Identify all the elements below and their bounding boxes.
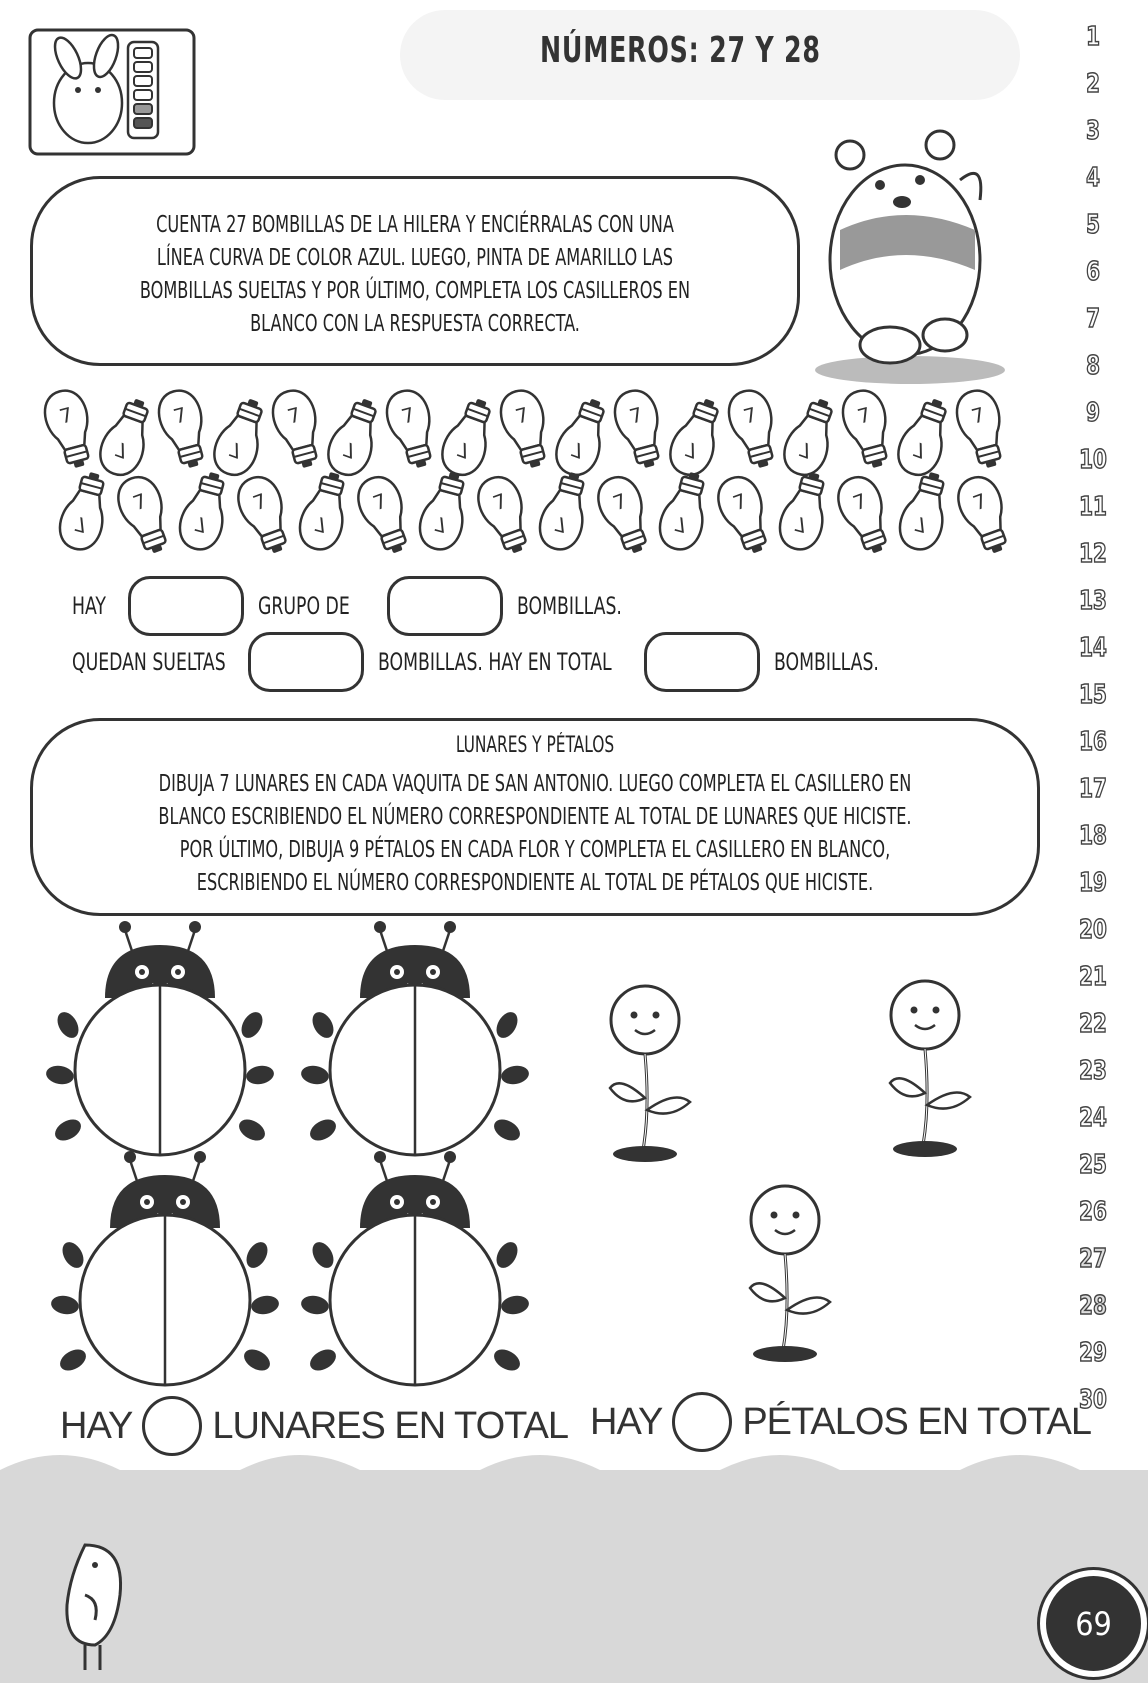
light-bulb-icon bbox=[778, 393, 843, 480]
bulb-digit: 7 bbox=[969, 488, 990, 516]
strip-number: 22 bbox=[1079, 1009, 1107, 1039]
label-hay-en-total: BOMBILLAS. HAY EN TOTAL bbox=[378, 648, 612, 676]
light-bulb-icon bbox=[175, 468, 235, 554]
bulb-digit: 7 bbox=[453, 436, 474, 464]
light-bulb-icon bbox=[952, 471, 1017, 558]
loose-answer-box[interactable] bbox=[248, 632, 364, 692]
label-bombillas-2: BOMBILLAS. bbox=[774, 648, 880, 676]
bulb-digit: 7 bbox=[671, 511, 691, 538]
bulb-digit: 7 bbox=[111, 436, 132, 464]
instruction-line: BLANCO ESCRIBIENDO EL NÚMERO CORRESPONDIENTE AL TOTAL DE LUNARES QUE HICISTE. bbox=[158, 804, 912, 830]
light-bulb-icon bbox=[415, 468, 475, 554]
bulb-digit: 7 bbox=[909, 436, 930, 464]
strip-number: 27 bbox=[1079, 1244, 1107, 1274]
light-bulb-icon bbox=[436, 393, 501, 480]
bulb-digit: 7 bbox=[170, 402, 190, 429]
bulb-digit: 7 bbox=[129, 488, 150, 516]
light-bulb-icon bbox=[295, 468, 355, 554]
light-bulb-icon bbox=[655, 468, 715, 554]
light-bulb-icon bbox=[40, 386, 100, 472]
bulb-digit: 7 bbox=[369, 488, 390, 516]
ladybug-icon bbox=[300, 921, 531, 1155]
strip-number: 8 bbox=[1086, 351, 1100, 381]
strip-number: 26 bbox=[1079, 1197, 1107, 1227]
light-bulb-icon bbox=[208, 393, 273, 480]
light-bulb-icon bbox=[838, 386, 898, 472]
light-bulb-icon bbox=[232, 471, 297, 558]
instruction-line: BOMBILLAS SUELTAS Y POR ÚLTIMO, COMPLETA LOS CASILLEROS EN bbox=[139, 278, 691, 304]
bulb-digit: 7 bbox=[71, 511, 91, 538]
footer-scallop bbox=[0, 1440, 1148, 1500]
strip-number: 20 bbox=[1079, 915, 1107, 945]
strip-number: 18 bbox=[1079, 821, 1107, 851]
bulb-digit: 7 bbox=[311, 511, 331, 538]
light-bulb-icon bbox=[55, 468, 115, 554]
total-answer-box[interactable] bbox=[644, 632, 760, 692]
bulb-digit: 7 bbox=[854, 402, 874, 429]
instruction-line: BLANCO CON LA RESPUESTA CORRECTA. bbox=[250, 311, 580, 337]
label-hay-lunares: HAY bbox=[60, 1404, 133, 1447]
label-hay-petalos: HAY bbox=[590, 1400, 663, 1443]
bulb-digit: 7 bbox=[911, 511, 931, 538]
bulb-digit: 7 bbox=[609, 488, 630, 516]
flower-icon bbox=[890, 981, 970, 1157]
strip-number: 14 bbox=[1079, 633, 1107, 663]
strip-number: 19 bbox=[1079, 868, 1107, 898]
light-bulb-icon bbox=[775, 468, 835, 554]
light-bulb-icon bbox=[892, 393, 957, 480]
answer-row-groups bbox=[72, 576, 648, 636]
bulb-digit: 7 bbox=[489, 488, 510, 516]
light-bulb-icon bbox=[724, 386, 784, 472]
page-title: NÚMEROS: 27 Y 28 bbox=[540, 30, 821, 71]
strip-number: 15 bbox=[1079, 680, 1107, 710]
strip-number: 16 bbox=[1079, 727, 1107, 757]
bulb-digit: 7 bbox=[849, 488, 870, 516]
bulb-digit: 7 bbox=[56, 402, 76, 429]
light-bulb-icon bbox=[154, 386, 214, 472]
light-bulb-icon bbox=[895, 468, 955, 554]
ladybug-icon bbox=[50, 1151, 281, 1385]
bulb-digit: 7 bbox=[740, 402, 760, 429]
strip-number: 1 bbox=[1086, 22, 1100, 52]
strip-number: 10 bbox=[1079, 445, 1107, 475]
bulb-digit: 7 bbox=[339, 436, 360, 464]
instruction-bubble-ladybugs bbox=[30, 718, 1040, 916]
label-grupo-de: GRUPO DE bbox=[258, 592, 351, 620]
label-quedan-sueltas: QUEDAN SUELTAS bbox=[72, 648, 226, 676]
footer-band bbox=[0, 1470, 1148, 1683]
answer-row-loose bbox=[72, 632, 905, 692]
activity-subtitle: LUNARES Y PÉTALOS bbox=[455, 733, 615, 758]
strip-number: 2 bbox=[1086, 69, 1100, 99]
instruction-line: POR ÚLTIMO, DIBUJA 9 PÉTALOS EN CADA FLOR Y COMPLETA EL CASILLERO EN BLANCO, bbox=[179, 837, 891, 863]
light-bulb-icon bbox=[664, 393, 729, 480]
light-bulb-icon bbox=[268, 386, 328, 472]
strip-number: 13 bbox=[1079, 586, 1107, 616]
strip-number: 28 bbox=[1079, 1291, 1107, 1321]
bulb-digit: 7 bbox=[225, 436, 246, 464]
light-bulb-icon bbox=[382, 386, 442, 472]
strip-number: 17 bbox=[1079, 774, 1107, 804]
instruction-line: LÍNEA CURVA DE COLOR AZUL. LUEGO, PINTA DE AMARILLO LAS bbox=[156, 245, 674, 271]
light-bulb-icon bbox=[94, 393, 159, 480]
bunny-badge-icon bbox=[28, 28, 198, 158]
strip-number: 29 bbox=[1079, 1338, 1107, 1368]
strip-number: 6 bbox=[1086, 257, 1100, 287]
label-bombillas: BOMBILLAS. bbox=[517, 592, 622, 620]
light-bulb-icon bbox=[952, 386, 1012, 472]
bulb-digit: 7 bbox=[791, 511, 811, 538]
strip-number: 3 bbox=[1086, 116, 1100, 146]
bulb-digit: 7 bbox=[968, 402, 988, 429]
bulb-row bbox=[40, 385, 1030, 565]
flower-area bbox=[600, 970, 1020, 1370]
instruction-line: DIBUJA 7 LUNARES EN CADA VAQUITA DE SAN ANTONIO. LUEGO COMPLETA EL CASILLERO EN bbox=[158, 771, 912, 797]
light-bulb-icon bbox=[712, 471, 777, 558]
page-number-badge: 69 bbox=[1040, 1570, 1147, 1677]
instruction-bubble-bulbs bbox=[30, 176, 800, 366]
bulb-digit: 7 bbox=[551, 511, 571, 538]
strip-number: 23 bbox=[1079, 1056, 1107, 1086]
label-lunares-en-total: LUNARES EN TOTAL bbox=[212, 1404, 568, 1447]
strip-number: 30 bbox=[1079, 1385, 1107, 1415]
strip-number: 25 bbox=[1079, 1150, 1107, 1180]
ladybug-icon bbox=[300, 1151, 531, 1385]
strip-number: 7 bbox=[1086, 304, 1100, 334]
group-size-answer-box[interactable] bbox=[387, 576, 503, 636]
strip-number: 24 bbox=[1079, 1103, 1107, 1133]
flower-icon bbox=[750, 1186, 830, 1362]
light-bulb-icon bbox=[832, 471, 897, 558]
light-bulb-icon bbox=[496, 386, 556, 472]
strip-number: 21 bbox=[1079, 962, 1107, 992]
instruction-line: CUENTA 27 BOMBILLAS DE LA HILERA Y ENCIÉRRALAS CON UNA bbox=[156, 212, 674, 238]
strip-number: 4 bbox=[1086, 163, 1100, 193]
bulb-digit: 7 bbox=[398, 402, 418, 429]
light-bulb-icon bbox=[472, 471, 537, 558]
ladybug-area bbox=[50, 930, 570, 1430]
light-bulb-icon bbox=[610, 386, 670, 472]
bulb-digit: 7 bbox=[795, 436, 816, 464]
bulb-digit: 7 bbox=[681, 436, 702, 464]
light-bulb-icon bbox=[322, 393, 387, 480]
number-strip bbox=[1058, 22, 1128, 1432]
bulb-digit: 7 bbox=[729, 488, 750, 516]
strip-number: 9 bbox=[1086, 398, 1100, 428]
bulb-digit: 7 bbox=[191, 511, 211, 538]
light-bulb-icon bbox=[352, 471, 417, 558]
strip-number: 5 bbox=[1086, 210, 1100, 240]
bulb-digit: 7 bbox=[567, 436, 588, 464]
light-bulb-icon bbox=[592, 471, 657, 558]
chick-icon bbox=[55, 1535, 135, 1675]
light-bulb-icon bbox=[535, 468, 595, 554]
groups-answer-box[interactable] bbox=[128, 576, 244, 636]
bulb-digit: 7 bbox=[626, 402, 646, 429]
bulb-digit: 7 bbox=[249, 488, 270, 516]
instruction-line: ESCRIBIENDO EL NÚMERO CORRESPONDIENTE AL TOTAL DE PÉTALOS QUE HICISTE. bbox=[196, 870, 874, 896]
strip-number: 11 bbox=[1079, 492, 1107, 522]
label-petalos-en-total: PÉTALOS EN TOTAL bbox=[742, 1400, 1091, 1443]
light-bulb-icon bbox=[112, 471, 177, 558]
bulb-digit: 7 bbox=[512, 402, 532, 429]
flower-icon bbox=[610, 986, 690, 1162]
bulb-digit: 7 bbox=[431, 511, 451, 538]
ladybug-icon bbox=[45, 921, 276, 1155]
strip-number: 12 bbox=[1079, 539, 1107, 569]
label-hay: HAY bbox=[72, 592, 106, 620]
light-bulb-icon bbox=[550, 393, 615, 480]
otter-mascot-icon bbox=[810, 120, 1010, 390]
bulb-digit: 7 bbox=[284, 402, 304, 429]
